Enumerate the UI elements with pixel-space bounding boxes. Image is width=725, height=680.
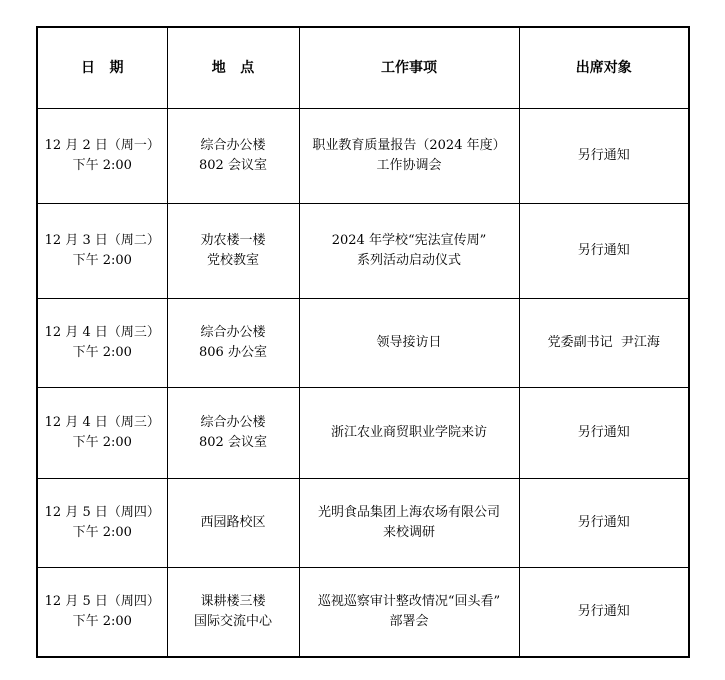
attendees-line: 另行通知	[577, 243, 630, 258]
date-line: 12 月 4 日（周三）	[44, 325, 160, 340]
item-line: 职业教育质量报告（2024 年度）	[312, 138, 506, 153]
date-line: 12 月 2 日（周一）	[44, 138, 160, 153]
place-line: 国际交流中心	[193, 614, 272, 629]
place-line: 802 会议室	[199, 435, 267, 450]
item-line: 2024 年学校“宪法宣传周”	[331, 233, 487, 248]
cell-date	[37, 388, 167, 479]
cell-item	[299, 388, 519, 479]
attendees-line: 另行通知	[577, 148, 630, 163]
date-line: 12 月 3 日（周二）	[44, 233, 160, 248]
table-row	[37, 568, 689, 658]
item-line: 光明食品集团上海农场有限公司	[317, 505, 500, 520]
cell-item	[299, 204, 519, 299]
time-line: 下午 2:00	[72, 435, 132, 450]
place-line: 综合办公楼	[200, 325, 266, 340]
cell-date	[37, 109, 167, 204]
attendees-line: 另行通知	[577, 604, 630, 619]
time-line: 下午 2:00	[72, 158, 132, 173]
header-row	[37, 27, 689, 109]
item-line: 部署会	[389, 614, 429, 629]
place-line: 党校教室	[206, 253, 259, 268]
table-row	[37, 479, 689, 568]
time-line: 下午 2:00	[72, 345, 132, 360]
table-row	[37, 388, 689, 479]
place-line: 劝农楼一楼	[200, 233, 266, 248]
cell-date	[37, 299, 167, 388]
cell-item	[299, 479, 519, 568]
cell-place	[167, 388, 299, 479]
table-row	[37, 299, 689, 388]
attendees-line: 另行通知	[577, 425, 630, 440]
cell-item	[299, 299, 519, 388]
place-line: 西园路校区	[200, 515, 266, 530]
date-line: 12 月 5 日（周四）	[44, 505, 160, 520]
time-line: 下午 2:00	[72, 253, 132, 268]
cell-item	[299, 109, 519, 204]
table-row	[37, 109, 689, 204]
cell-place	[167, 299, 299, 388]
cell-date	[37, 479, 167, 568]
attendees-line: 党委副书记 尹江海	[547, 335, 660, 350]
cell-item	[299, 568, 519, 658]
date-line: 12 月 4 日（周三）	[44, 415, 160, 430]
cell-attendees	[519, 204, 689, 299]
place-line: 课耕楼三楼	[200, 594, 266, 609]
cell-place	[167, 568, 299, 658]
date-line: 12 月 5 日（周四）	[44, 594, 160, 609]
item-line: 系列活动启动仪式	[356, 253, 461, 268]
cell-place	[167, 479, 299, 568]
cell-place	[167, 109, 299, 204]
header-item: 工作事项	[299, 27, 519, 109]
time-line: 下午 2:00	[72, 614, 132, 629]
cell-date	[37, 568, 167, 658]
item-line: 来校调研	[382, 525, 435, 540]
place-line: 综合办公楼	[200, 138, 266, 153]
cell-attendees	[519, 109, 689, 204]
item-line: 浙江农业商贸职业学院来访	[330, 425, 487, 440]
item-line: 领导接访日	[376, 335, 442, 350]
item-line: 巡视巡察审计整改情况“回头看”	[317, 594, 501, 609]
cell-attendees	[519, 479, 689, 568]
schedule-table	[36, 26, 690, 658]
cell-attendees	[519, 388, 689, 479]
place-line: 综合办公楼	[200, 415, 266, 430]
attendees-line: 另行通知	[577, 515, 630, 530]
header-attendees: 出席对象	[519, 27, 689, 109]
cell-date	[37, 204, 167, 299]
table-row	[37, 204, 689, 299]
header-place: 地 点	[167, 27, 299, 109]
cell-place	[167, 204, 299, 299]
header-date: 日 期	[37, 27, 167, 109]
cell-attendees	[519, 568, 689, 658]
item-line: 工作协调会	[376, 158, 442, 173]
time-line: 下午 2:00	[72, 525, 132, 540]
place-line: 802 会议室	[199, 158, 267, 173]
place-line: 806 办公室	[199, 345, 267, 360]
cell-attendees	[519, 299, 689, 388]
